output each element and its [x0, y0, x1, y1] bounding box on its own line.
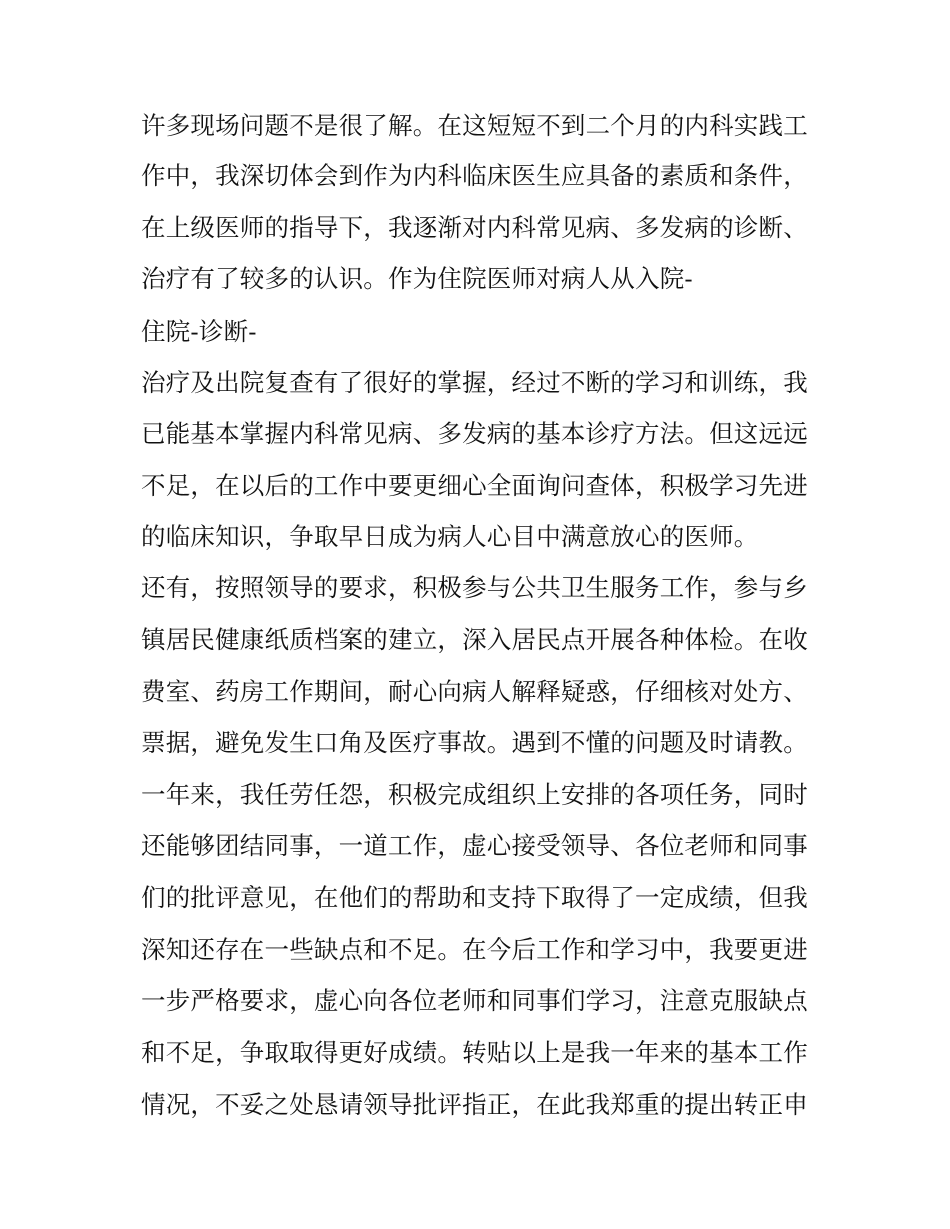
text-line-20: 情况，不妥之处恳请领导批评指正，在此我郑重的提出转正申: [141, 1090, 808, 1119]
text-line-2: 作中，我深切体会到作为内科临床医生应具备的素质和条件，: [141, 161, 808, 190]
text-line-15: 还能够团结同事，一道工作，虚心接受领导、各位老师和同事: [141, 831, 808, 860]
text-line-17: 深知还存在一些缺点和不足。在今后工作和学习中，我要更进: [141, 935, 808, 964]
text-line-3: 在上级医师的指导下，我逐渐对内科常见病、多发病的诊断、: [141, 213, 808, 242]
text-line-16: 们的批评意见，在他们的帮助和支持下取得了一定成绩，但我: [141, 883, 808, 912]
text-line-7: 已能基本掌握内科常见病、多发病的基本诊疗方法。但这远远: [141, 419, 808, 448]
text-line-4: 治疗有了较多的认识。作为住院医师对病人从入院-: [141, 264, 693, 293]
text-line-12: 费室、药房工作期间，耐心向病人解释疑惑，仔细核对处方、: [141, 677, 808, 706]
text-line-8: 不足，在以后的工作中要更细心全面询问查体，积极学习先进: [141, 471, 808, 500]
text-line-9: 的临床知识，争取早日成为病人心目中满意放心的医师。: [141, 522, 759, 551]
text-line-13: 票据，避免发生口角及医疗事故。遇到不懂的问题及时请教。: [141, 728, 808, 757]
text-line-11: 镇居民健康纸质档案的建立，深入居民点开展各种体检。在收: [141, 625, 808, 654]
text-line-14: 一年来，我任劳任怨，积极完成组织上安排的各项任务，同时: [141, 780, 808, 809]
text-line-5: 住院-诊断-: [141, 317, 257, 346]
text-line-6: 治疗及出院复查有了很好的掌握，经过不断的学习和训练，我: [141, 368, 808, 397]
text-line-19: 和不足，争取取得更好成绩。转贴以上是我一年来的基本工作: [141, 1038, 808, 1067]
text-line-10: 还有，按照领导的要求，积极参与公共卫生服务工作，参与乡: [141, 573, 808, 602]
text-line-1: 许多现场问题不是很了解。在这短短不到二个月的内科实践工: [141, 111, 808, 140]
text-line-18: 一步严格要求，虚心向各位老师和同事们学习，注意克服缺点: [141, 986, 808, 1015]
